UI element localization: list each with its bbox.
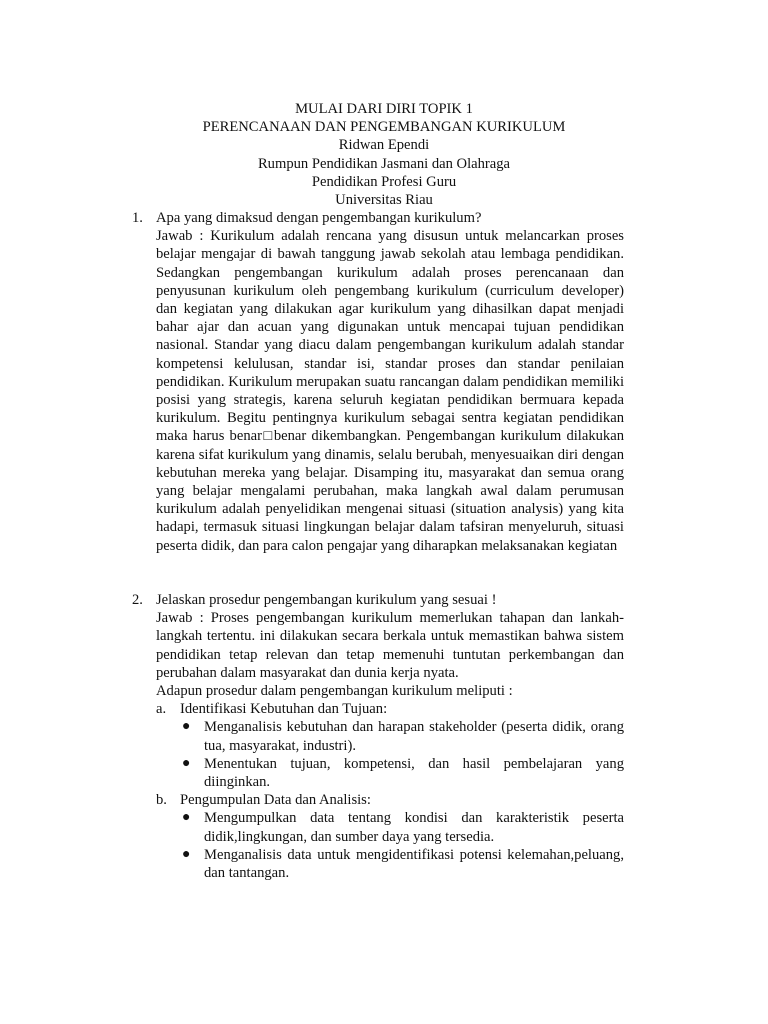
header-university: Universitas Riau xyxy=(335,191,433,208)
bullet-icon: ● xyxy=(182,810,191,826)
step-b-title: Pengumpulan Data dan Analisis: xyxy=(180,792,371,809)
bullet-icon: ● xyxy=(182,719,191,735)
question-2-text: Jelaskan prosedur pengembangan kurikulum yang sesuai ! xyxy=(156,592,497,608)
step-a xyxy=(156,700,624,791)
question-1 xyxy=(132,209,624,555)
list-item xyxy=(182,809,624,845)
bullet-icon: ● xyxy=(182,846,191,862)
header-title: PERENCANAAN DAN PENGEMBANGAN KURIKULUM xyxy=(202,119,566,136)
header-department: Pendidikan Profesi Guru xyxy=(311,173,457,190)
bullet-text: Mengumpulkan data tentang kondisi dan karakteristik peserta didik,lingkungan, dan sumber daya yang tersedia. xyxy=(204,810,624,845)
list-item xyxy=(182,718,624,754)
header-topic: MULAI DARI DIRI TOPIK 1 xyxy=(295,101,473,117)
header-program: Rumpun Pendidikan Jasmani dan Olahraga xyxy=(257,155,511,172)
bullet-text: Menganalisis data untuk mengidentifikasi potensi kelemahan,peluang, dan tantangan. xyxy=(204,846,624,882)
question-2-answer: Jawab : Proses pengembangan kurikulum memerlukan tahapan dan lankah- langkah tertentu. ini dilakukan secara berkala untuk memastikan bahwa sistem pendidikan tetap relevan dan tetap memenuhi tuntutan perkembangan dan perubahan dalam masyarakat dan dunia kerja nyata. xyxy=(156,610,624,681)
question-2-number: 2. xyxy=(132,592,143,608)
list-item xyxy=(182,755,624,791)
bullet-text: Menganalisis kebutuhan dan harapan stakeholder (peserta didik, orang tua, masyarakat, industri). xyxy=(204,719,624,754)
bullet-text: Menentukan tujuan, kompetensi, dan hasil pembelajaran yang diinginkan. xyxy=(204,755,624,791)
question-1-text: Apa yang dimaksud dengan pengembangan kurikulum? xyxy=(156,210,482,226)
question-1-answer: Jawab : Kurikulum adalah rencana yang disusun untuk melancarkan proses belajar mengajar di bawah tanggung jawab sekolah atau lembaga pendidikan. Sedangkan pengembangan kurikulum adalah proses perencanaan dan penyusunan kurikulum oleh pengembang kurikulum (curriculum developer) dan kegiatan yang dilakukan agar kurikulum yang dihasilkan dapat menjadi bahar ajar dan acuan yang digunakan untuk mencapai tujuan pendidikan nasional. Standar yang diacu dalam pengembangan kurikulum adalah standar kompetensi kelulusan, standar isi, standar proses dan standar penilaian pendidikan. Kurikulum merupakan suatu rancangan dalam pendidikan memiliki posisi yang strategis, karena seluruh kegiatan pendidikan bermuara kepada kurikulum. Begitu pentingnya kurikulum sebagai sentra kegiatan pendidikan maka harus benar□benar dikembangkan. Pengembangan kurikulum dilakukan karena sifat kurikulum yang dinamis, selalu berubah, menyesuaikan diri dengan kebutuhan mereka yang belajar. Disamping itu, masyarakat dan semua orang yang belajar mengalami perubahan, maka langkah awal dalam perumusan kurikulum adalah penyelidikan mengenai situasi (situation analysis) yang kita hadapi, termasuk situasi lingkungan belajar dalam tafsiran menyeluruh, situasi peserta didik, dan para calon pengajar yang diharapkan melaksanakan kegiatan xyxy=(156,228,624,554)
step-b xyxy=(156,791,624,882)
list-item xyxy=(182,846,624,882)
bullet-icon: ● xyxy=(182,755,191,771)
step-a-bullets xyxy=(180,718,624,791)
step-a-letter: a. xyxy=(156,701,167,718)
question-1-number: 1. xyxy=(132,210,143,226)
question-2-intro: Adapun prosedur dalam pengembangan kurikulum meliputi : xyxy=(156,683,513,700)
header-author: Ridwan Ependi xyxy=(338,137,430,154)
document-header xyxy=(0,100,768,209)
step-b-bullets xyxy=(180,809,624,882)
step-b-letter: b. xyxy=(156,792,167,809)
step-a-title: Identifikasi Kebutuhan dan Tujuan: xyxy=(180,701,388,718)
question-2 xyxy=(132,591,624,882)
